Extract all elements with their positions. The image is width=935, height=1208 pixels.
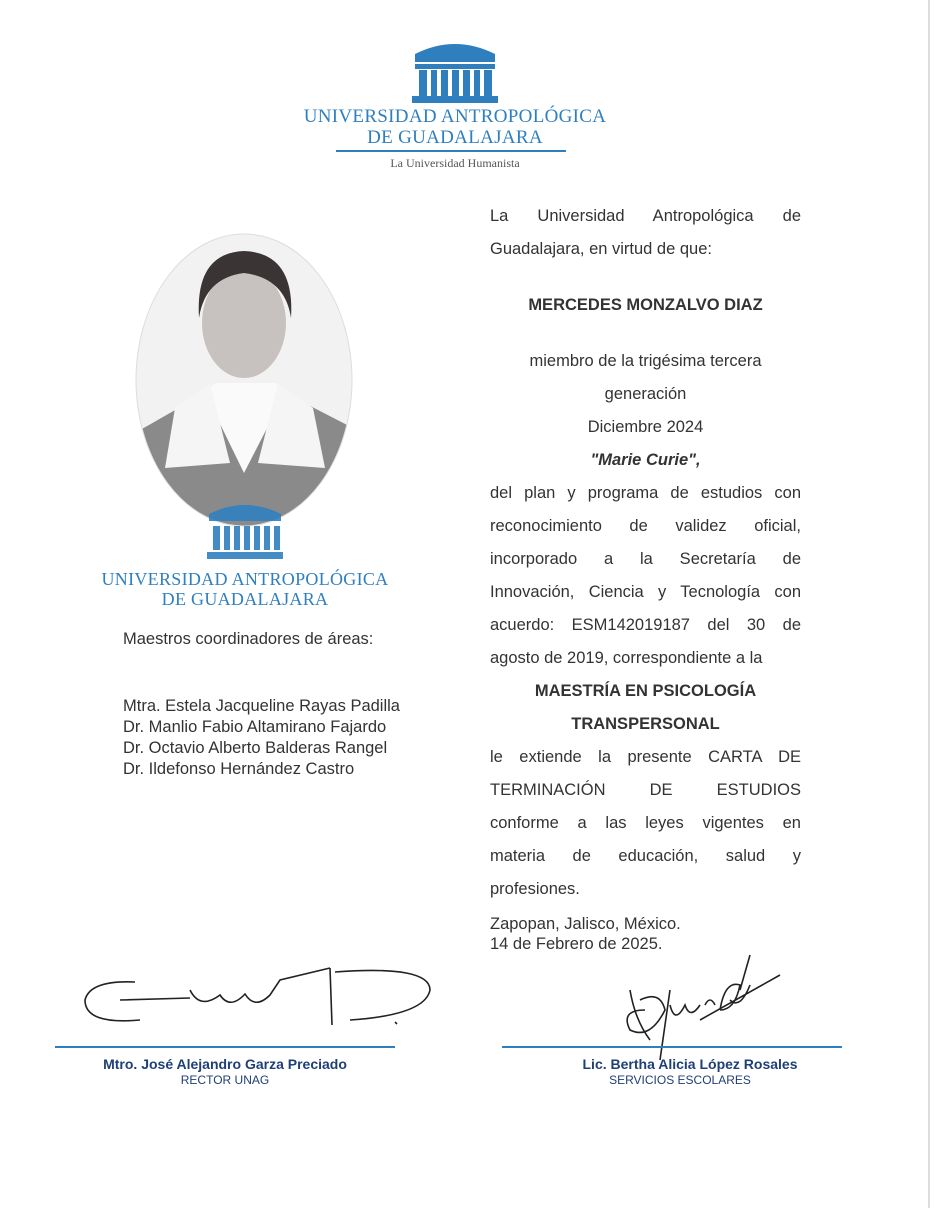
logo-divider (336, 150, 566, 152)
member-line: generación (604, 385, 687, 403)
coordinator: Dr. Manlio Fabio Altamirano Fajardo (123, 718, 387, 736)
body-line: acuerdo: ESM142019187 del 30 de (490, 616, 801, 634)
body-line: agosto de 2019, correspondiente a la (490, 649, 763, 667)
body-line: TERMINACIÓN DE ESTUDIOS (490, 781, 801, 799)
body-line: materia de educación, salud y (490, 847, 801, 865)
logo-line-2: DE GUADALAJARA (367, 127, 543, 148)
coordinator: Dr. Ildefonso Hernández Castro (123, 760, 355, 778)
seal-line-1: UNIVERSIDAD ANTROPOLÓGICA (101, 569, 389, 589)
university-logo-icon (410, 40, 500, 105)
coordinators-list (123, 696, 400, 780)
coordinator: Dr. Octavio Alberto Balderas Rangel (123, 739, 388, 757)
seal-line-2: DE GUADALAJARA (161, 589, 329, 609)
signature-line (502, 1046, 842, 1048)
program-name: TRANSPERSONAL (571, 715, 720, 733)
issue-place: Zapopan, Jalisco, México. (490, 915, 681, 933)
coordinators-heading: Maestros coordinadores de áreas: (123, 630, 374, 648)
body-line: reconocimiento de validez oficial, (490, 517, 801, 535)
student-photo (135, 233, 353, 528)
body-line: del plan y programa de estudios con (490, 484, 801, 502)
intro-line: La Universidad Antropológica de (490, 207, 801, 225)
body-line: conforme a las leyes vigentes en (490, 814, 801, 832)
body-line: le extiende la presente CARTA DE (490, 748, 801, 766)
escolares-role: SERVICIOS ESCOLARES (609, 1073, 751, 1087)
issue-date: 14 de Febrero de 2025. (490, 935, 663, 953)
rector-role: RECTOR UNAG (180, 1073, 270, 1087)
tagline: La Universidad Humanista (390, 156, 520, 170)
generation-date: Diciembre 2024 (587, 418, 704, 436)
body-line: profesiones. (490, 880, 580, 898)
escolares-name: Lic. Bertha Alicia López Rosales (582, 1056, 798, 1072)
logo-line-1: UNIVERSIDAD ANTROPOLÓGICA (303, 106, 607, 127)
member-line: miembro de la trigésima tercera (529, 352, 762, 370)
rector-signature (80, 960, 440, 1035)
seal-logo-icon (205, 500, 285, 562)
rector-name: Mtro. José Alejandro Garza Preciado (103, 1056, 347, 1072)
signature-line (55, 1046, 395, 1048)
certificate-body (490, 200, 801, 954)
student-name: MERCEDES MONZALVO DIAZ (528, 296, 763, 314)
coordinator: Mtra. Estela Jacqueline Rayas Padilla (123, 697, 400, 715)
scan-edge (928, 0, 930, 1208)
program-name: MAESTRÍA EN PSICOLOGÍA (534, 682, 757, 700)
body-line: Innovación, Ciencia y Tecnología con (490, 583, 801, 601)
intro-line: Guadalajara, en virtud de que: (490, 240, 712, 258)
generation-name: "Marie Curie", (590, 451, 701, 469)
body-line: incorporado a la Secretaría de (490, 550, 801, 568)
